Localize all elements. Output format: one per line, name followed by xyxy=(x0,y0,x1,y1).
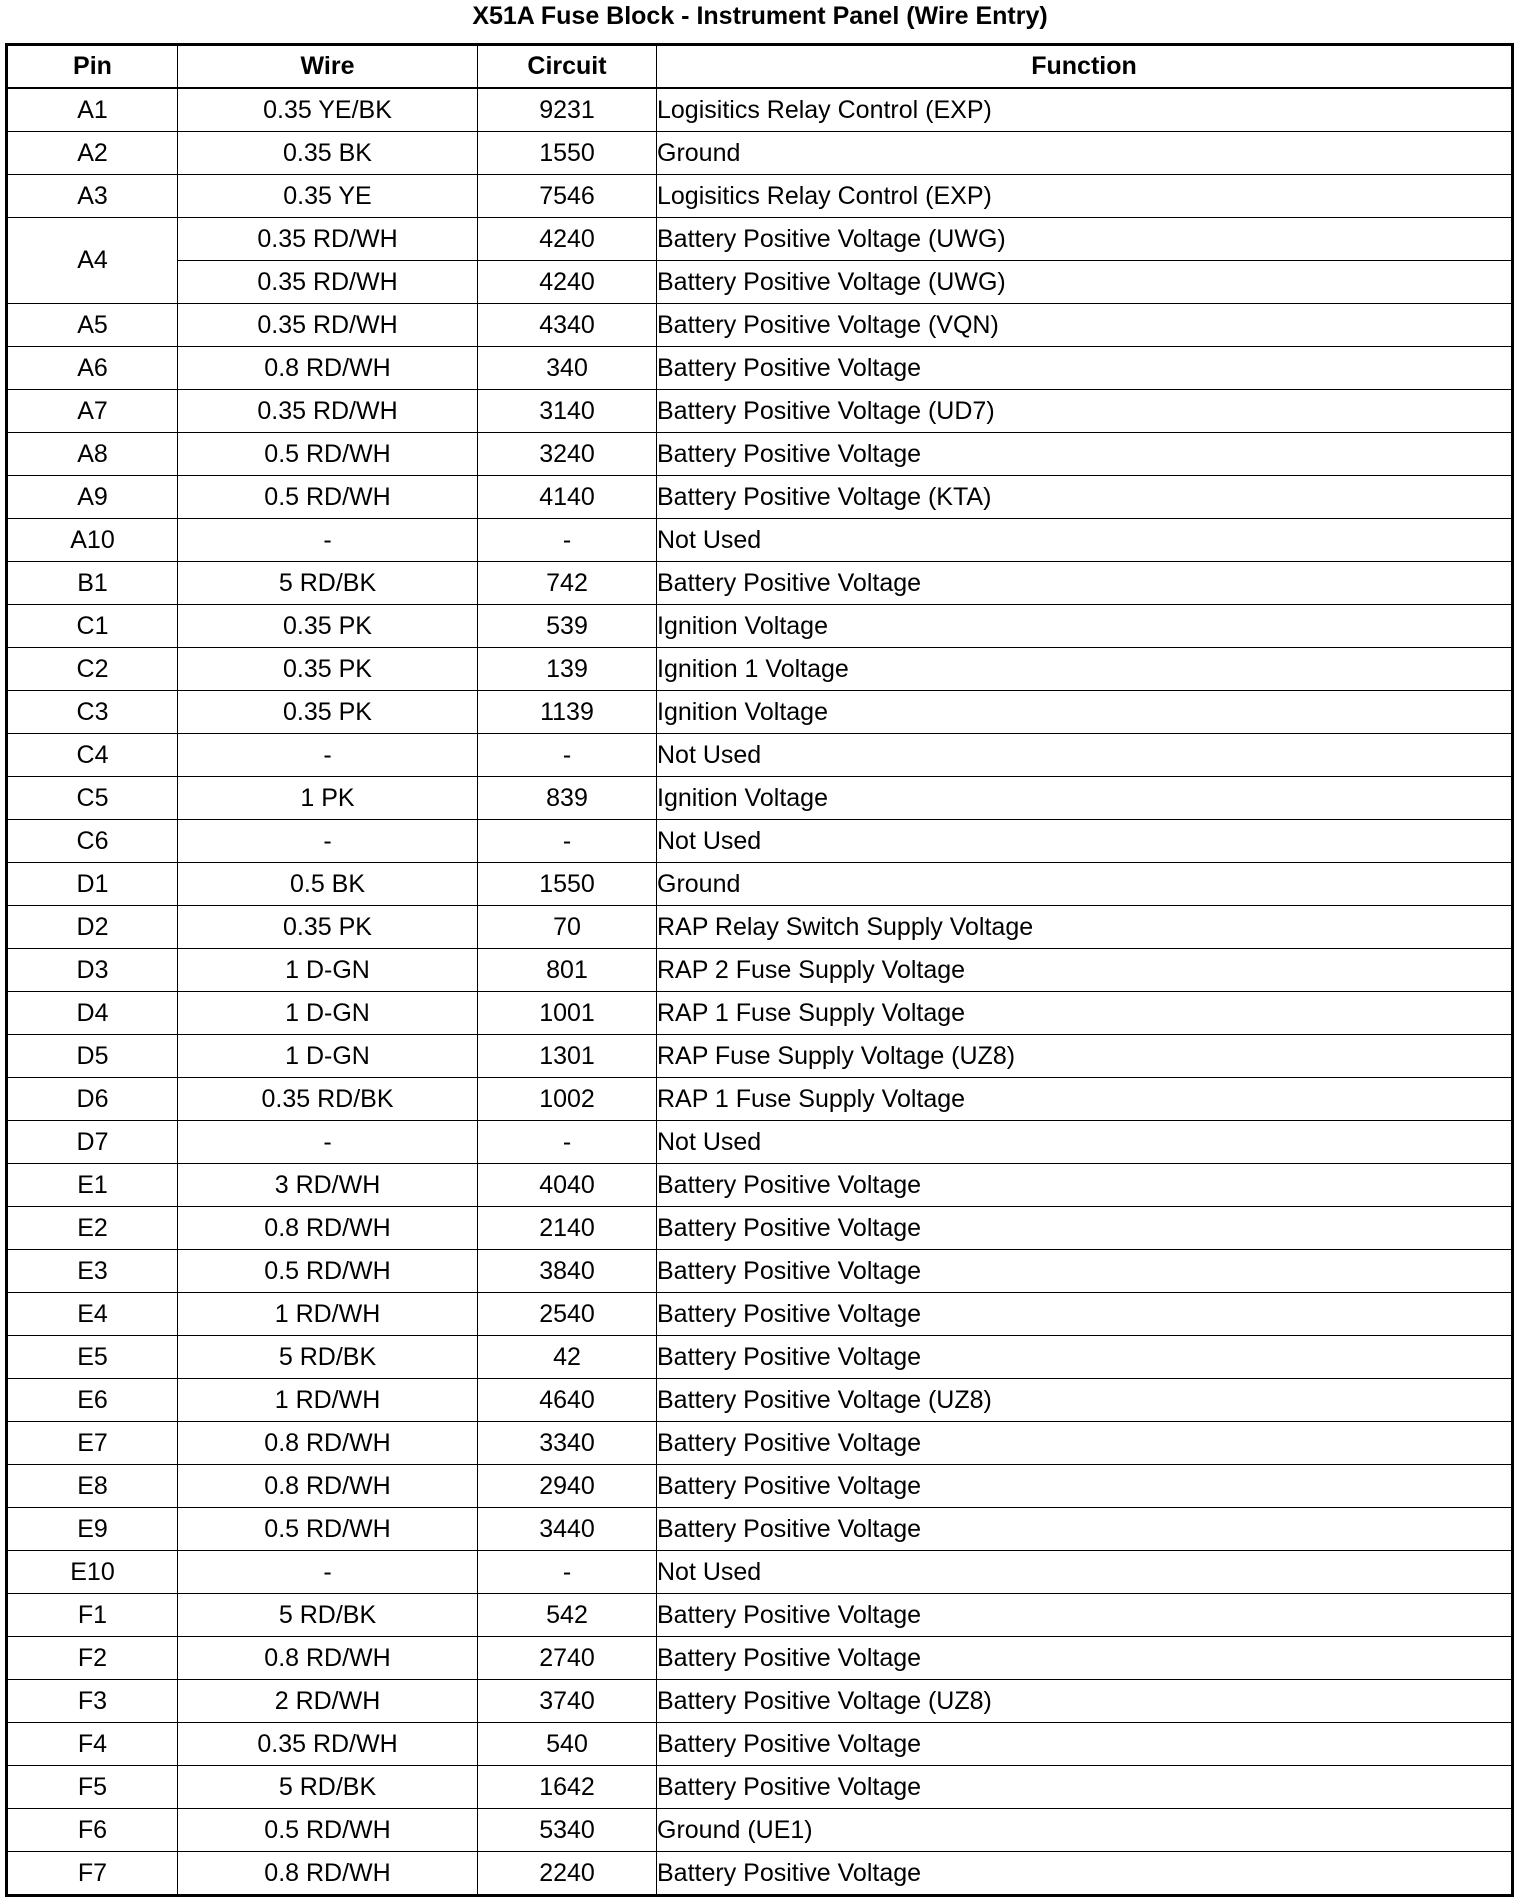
function-cell: Not Used xyxy=(657,519,1513,562)
function-cell: Battery Positive Voltage xyxy=(657,1336,1513,1379)
pin-cell: E3 xyxy=(7,1250,178,1293)
circuit-cell: 1550 xyxy=(478,863,657,906)
circuit-cell: - xyxy=(478,820,657,863)
circuit-cell: - xyxy=(478,519,657,562)
function-cell: Not Used xyxy=(657,820,1513,863)
circuit-cell: 3840 xyxy=(478,1250,657,1293)
wire-cell: 1 RD/WH xyxy=(178,1293,478,1336)
wire-cell: 0.35 RD/WH xyxy=(178,1723,478,1766)
circuit-cell: - xyxy=(478,1551,657,1594)
circuit-cell: 2240 xyxy=(478,1852,657,1896)
wire-cell: - xyxy=(178,820,478,863)
wire-cell: 0.5 BK xyxy=(178,863,478,906)
table-header-row xyxy=(7,45,1513,89)
circuit-cell: 3340 xyxy=(478,1422,657,1465)
table-row xyxy=(7,1766,1513,1809)
table-row xyxy=(7,734,1513,777)
pin-cell: E9 xyxy=(7,1508,178,1551)
table-row xyxy=(7,949,1513,992)
wire-cell: 0.8 RD/WH xyxy=(178,347,478,390)
pin-cell: F5 xyxy=(7,1766,178,1809)
wire-cell: - xyxy=(178,1551,478,1594)
wire-cell: 3 RD/WH xyxy=(178,1164,478,1207)
table-row xyxy=(7,347,1513,390)
circuit-cell: 139 xyxy=(478,648,657,691)
table-row xyxy=(7,1551,1513,1594)
circuit-cell: 3440 xyxy=(478,1508,657,1551)
function-cell: Logisitics Relay Control (EXP) xyxy=(657,88,1513,132)
function-cell: Battery Positive Voltage xyxy=(657,562,1513,605)
pin-cell: D4 xyxy=(7,992,178,1035)
circuit-cell: 3140 xyxy=(478,390,657,433)
pin-cell: E7 xyxy=(7,1422,178,1465)
function-cell: Ignition Voltage xyxy=(657,777,1513,820)
wire-cell: 0.35 RD/WH xyxy=(178,390,478,433)
wire-cell: 0.35 YE/BK xyxy=(178,88,478,132)
function-cell: Not Used xyxy=(657,734,1513,777)
function-cell: Battery Positive Voltage xyxy=(657,1422,1513,1465)
pin-table xyxy=(5,43,1514,1897)
circuit-cell: 4240 xyxy=(478,261,657,304)
table-row xyxy=(7,906,1513,949)
pin-cell: D3 xyxy=(7,949,178,992)
pin-cell: C6 xyxy=(7,820,178,863)
wire-cell: - xyxy=(178,519,478,562)
table-row xyxy=(7,863,1513,906)
function-cell: Ignition 1 Voltage xyxy=(657,648,1513,691)
table-row xyxy=(7,1508,1513,1551)
table-row xyxy=(7,390,1513,433)
document-title: X51A Fuse Block - Instrument Panel (Wire Entry) xyxy=(472,2,1048,30)
table-row xyxy=(7,605,1513,648)
function-cell: Battery Positive Voltage xyxy=(657,1637,1513,1680)
pin-cell: E10 xyxy=(7,1551,178,1594)
circuit-cell: 1550 xyxy=(478,132,657,175)
table-row xyxy=(7,1723,1513,1766)
table-row xyxy=(7,218,1513,261)
circuit-cell: 2740 xyxy=(478,1637,657,1680)
circuit-cell: 4640 xyxy=(478,1379,657,1422)
table-row xyxy=(7,777,1513,820)
table-row xyxy=(7,1078,1513,1121)
header-pin: Pin xyxy=(7,45,178,89)
pin-cell: E5 xyxy=(7,1336,178,1379)
pin-cell: A10 xyxy=(7,519,178,562)
circuit-cell: - xyxy=(478,734,657,777)
circuit-cell: 4340 xyxy=(478,304,657,347)
circuit-cell: 4040 xyxy=(478,1164,657,1207)
pin-cell: E4 xyxy=(7,1293,178,1336)
circuit-cell: - xyxy=(478,1121,657,1164)
wire-cell: 0.5 RD/WH xyxy=(178,1250,478,1293)
pin-cell: B1 xyxy=(7,562,178,605)
circuit-cell: 1642 xyxy=(478,1766,657,1809)
pin-cell: A7 xyxy=(7,390,178,433)
pin-cell: C3 xyxy=(7,691,178,734)
pin-cell: F3 xyxy=(7,1680,178,1723)
wire-cell: - xyxy=(178,1121,478,1164)
table-row xyxy=(7,562,1513,605)
function-cell: Battery Positive Voltage (UZ8) xyxy=(657,1379,1513,1422)
header-circuit: Circuit xyxy=(478,45,657,89)
table-row xyxy=(7,519,1513,562)
pin-cell: A3 xyxy=(7,175,178,218)
table-row xyxy=(7,1164,1513,1207)
header-function: Function xyxy=(657,45,1513,89)
function-cell: Not Used xyxy=(657,1551,1513,1594)
wire-cell: 5 RD/BK xyxy=(178,1336,478,1379)
wire-cell: 0.8 RD/WH xyxy=(178,1637,478,1680)
function-cell: Battery Positive Voltage (UD7) xyxy=(657,390,1513,433)
wire-cell: 0.35 PK xyxy=(178,648,478,691)
table-row xyxy=(7,1809,1513,1852)
table-body xyxy=(7,88,1513,1896)
table-row xyxy=(7,1250,1513,1293)
wire-cell: 0.35 RD/BK xyxy=(178,1078,478,1121)
wire-cell: 0.35 RD/WH xyxy=(178,218,478,261)
function-cell: Ignition Voltage xyxy=(657,691,1513,734)
table-row xyxy=(7,992,1513,1035)
circuit-cell: 2140 xyxy=(478,1207,657,1250)
wire-cell: 2 RD/WH xyxy=(178,1680,478,1723)
table-row xyxy=(7,175,1513,218)
circuit-cell: 2940 xyxy=(478,1465,657,1508)
circuit-cell: 3740 xyxy=(478,1680,657,1723)
table-row xyxy=(7,1680,1513,1723)
function-cell: Battery Positive Voltage (UZ8) xyxy=(657,1680,1513,1723)
wire-cell: 5 RD/BK xyxy=(178,562,478,605)
pin-cell: C2 xyxy=(7,648,178,691)
table-row xyxy=(7,820,1513,863)
circuit-cell: 4240 xyxy=(478,218,657,261)
function-cell: Battery Positive Voltage (KTA) xyxy=(657,476,1513,519)
pin-cell: E2 xyxy=(7,1207,178,1250)
table-row xyxy=(7,1422,1513,1465)
pin-cell: E6 xyxy=(7,1379,178,1422)
circuit-cell: 9231 xyxy=(478,88,657,132)
pin-cell: F2 xyxy=(7,1637,178,1680)
pin-cell: E8 xyxy=(7,1465,178,1508)
function-cell: Battery Positive Voltage xyxy=(657,1250,1513,1293)
function-cell: RAP 1 Fuse Supply Voltage xyxy=(657,992,1513,1035)
function-cell: Battery Positive Voltage xyxy=(657,433,1513,476)
wire-cell: 0.8 RD/WH xyxy=(178,1852,478,1896)
function-cell: RAP Relay Switch Supply Voltage xyxy=(657,906,1513,949)
table-row xyxy=(7,88,1513,132)
wire-cell: 0.35 RD/WH xyxy=(178,304,478,347)
function-cell: Battery Positive Voltage (UWG) xyxy=(657,218,1513,261)
circuit-cell: 839 xyxy=(478,777,657,820)
circuit-cell: 42 xyxy=(478,1336,657,1379)
pin-cell: A4 xyxy=(7,218,178,304)
wire-cell: 0.5 RD/WH xyxy=(178,1809,478,1852)
circuit-cell: 1001 xyxy=(478,992,657,1035)
pin-cell: A2 xyxy=(7,132,178,175)
function-cell: Battery Positive Voltage xyxy=(657,1465,1513,1508)
wire-cell: 0.5 RD/WH xyxy=(178,476,478,519)
pin-cell: A1 xyxy=(7,88,178,132)
pin-cell: F4 xyxy=(7,1723,178,1766)
table-row xyxy=(7,476,1513,519)
function-cell: Battery Positive Voltage xyxy=(657,1293,1513,1336)
pin-cell: D1 xyxy=(7,863,178,906)
function-cell: Logisitics Relay Control (EXP) xyxy=(657,175,1513,218)
table-row xyxy=(7,304,1513,347)
circuit-cell: 742 xyxy=(478,562,657,605)
table-row xyxy=(7,433,1513,476)
wire-cell: 0.35 PK xyxy=(178,691,478,734)
table-row xyxy=(7,691,1513,734)
function-cell: Ground xyxy=(657,863,1513,906)
wire-cell: 1 D-GN xyxy=(178,1035,478,1078)
table-row xyxy=(7,261,1513,304)
table-row xyxy=(7,132,1513,175)
pin-cell: D6 xyxy=(7,1078,178,1121)
function-cell: Battery Positive Voltage xyxy=(657,1164,1513,1207)
wire-cell: - xyxy=(178,734,478,777)
function-cell: Battery Positive Voltage xyxy=(657,1207,1513,1250)
wire-cell: 0.35 PK xyxy=(178,906,478,949)
pin-cell: E1 xyxy=(7,1164,178,1207)
function-cell: Ground (UE1) xyxy=(657,1809,1513,1852)
pin-cell: F1 xyxy=(7,1594,178,1637)
table-row xyxy=(7,1035,1513,1078)
wire-cell: 1 RD/WH xyxy=(178,1379,478,1422)
pin-cell: D2 xyxy=(7,906,178,949)
function-cell: Battery Positive Voltage (VQN) xyxy=(657,304,1513,347)
function-cell: Battery Positive Voltage (UWG) xyxy=(657,261,1513,304)
circuit-cell: 540 xyxy=(478,1723,657,1766)
pin-cell: D7 xyxy=(7,1121,178,1164)
wire-cell: 0.8 RD/WH xyxy=(178,1465,478,1508)
wire-cell: 0.8 RD/WH xyxy=(178,1207,478,1250)
wire-cell: 1 D-GN xyxy=(178,949,478,992)
function-cell: Ignition Voltage xyxy=(657,605,1513,648)
circuit-cell: 539 xyxy=(478,605,657,648)
function-cell: Battery Positive Voltage xyxy=(657,1723,1513,1766)
circuit-cell: 1002 xyxy=(478,1078,657,1121)
function-cell: Battery Positive Voltage xyxy=(657,1852,1513,1896)
table-row xyxy=(7,1594,1513,1637)
wire-cell: 0.35 BK xyxy=(178,132,478,175)
wire-cell: 0.35 YE xyxy=(178,175,478,218)
pin-cell: A5 xyxy=(7,304,178,347)
pin-cell: F7 xyxy=(7,1852,178,1896)
wire-cell: 0.5 RD/WH xyxy=(178,433,478,476)
table-row xyxy=(7,1465,1513,1508)
circuit-cell: 542 xyxy=(478,1594,657,1637)
wire-cell: 0.35 RD/WH xyxy=(178,261,478,304)
function-cell: Ground xyxy=(657,132,1513,175)
pin-cell: C4 xyxy=(7,734,178,777)
function-cell: RAP 1 Fuse Supply Voltage xyxy=(657,1078,1513,1121)
wire-cell: 5 RD/BK xyxy=(178,1594,478,1637)
circuit-cell: 4140 xyxy=(478,476,657,519)
circuit-cell: 5340 xyxy=(478,1809,657,1852)
pin-cell: C5 xyxy=(7,777,178,820)
circuit-cell: 70 xyxy=(478,906,657,949)
pin-cell: C1 xyxy=(7,605,178,648)
pin-cell: D5 xyxy=(7,1035,178,1078)
table-row xyxy=(7,1379,1513,1422)
circuit-cell: 3240 xyxy=(478,433,657,476)
pin-cell: A8 xyxy=(7,433,178,476)
circuit-cell: 1139 xyxy=(478,691,657,734)
wire-cell: 1 PK xyxy=(178,777,478,820)
circuit-cell: 2540 xyxy=(478,1293,657,1336)
table-row xyxy=(7,1121,1513,1164)
table-row xyxy=(7,1293,1513,1336)
circuit-cell: 801 xyxy=(478,949,657,992)
table-row xyxy=(7,1336,1513,1379)
circuit-cell: 7546 xyxy=(478,175,657,218)
wire-cell: 0.5 RD/WH xyxy=(178,1508,478,1551)
function-cell: Battery Positive Voltage xyxy=(657,1508,1513,1551)
wire-cell: 5 RD/BK xyxy=(178,1766,478,1809)
wire-cell: 0.35 PK xyxy=(178,605,478,648)
table-row xyxy=(7,1207,1513,1250)
pin-cell: A9 xyxy=(7,476,178,519)
pin-cell: A6 xyxy=(7,347,178,390)
circuit-cell: 1301 xyxy=(478,1035,657,1078)
function-cell: Battery Positive Voltage xyxy=(657,347,1513,390)
wire-cell: 0.8 RD/WH xyxy=(178,1422,478,1465)
table-row xyxy=(7,648,1513,691)
function-cell: Battery Positive Voltage xyxy=(657,1766,1513,1809)
header-wire: Wire xyxy=(178,45,478,89)
circuit-cell: 340 xyxy=(478,347,657,390)
function-cell: Not Used xyxy=(657,1121,1513,1164)
pin-cell: F6 xyxy=(7,1809,178,1852)
function-cell: RAP 2 Fuse Supply Voltage xyxy=(657,949,1513,992)
function-cell: RAP Fuse Supply Voltage (UZ8) xyxy=(657,1035,1513,1078)
table-row xyxy=(7,1637,1513,1680)
function-cell: Battery Positive Voltage xyxy=(657,1594,1513,1637)
wire-cell: 1 D-GN xyxy=(178,992,478,1035)
